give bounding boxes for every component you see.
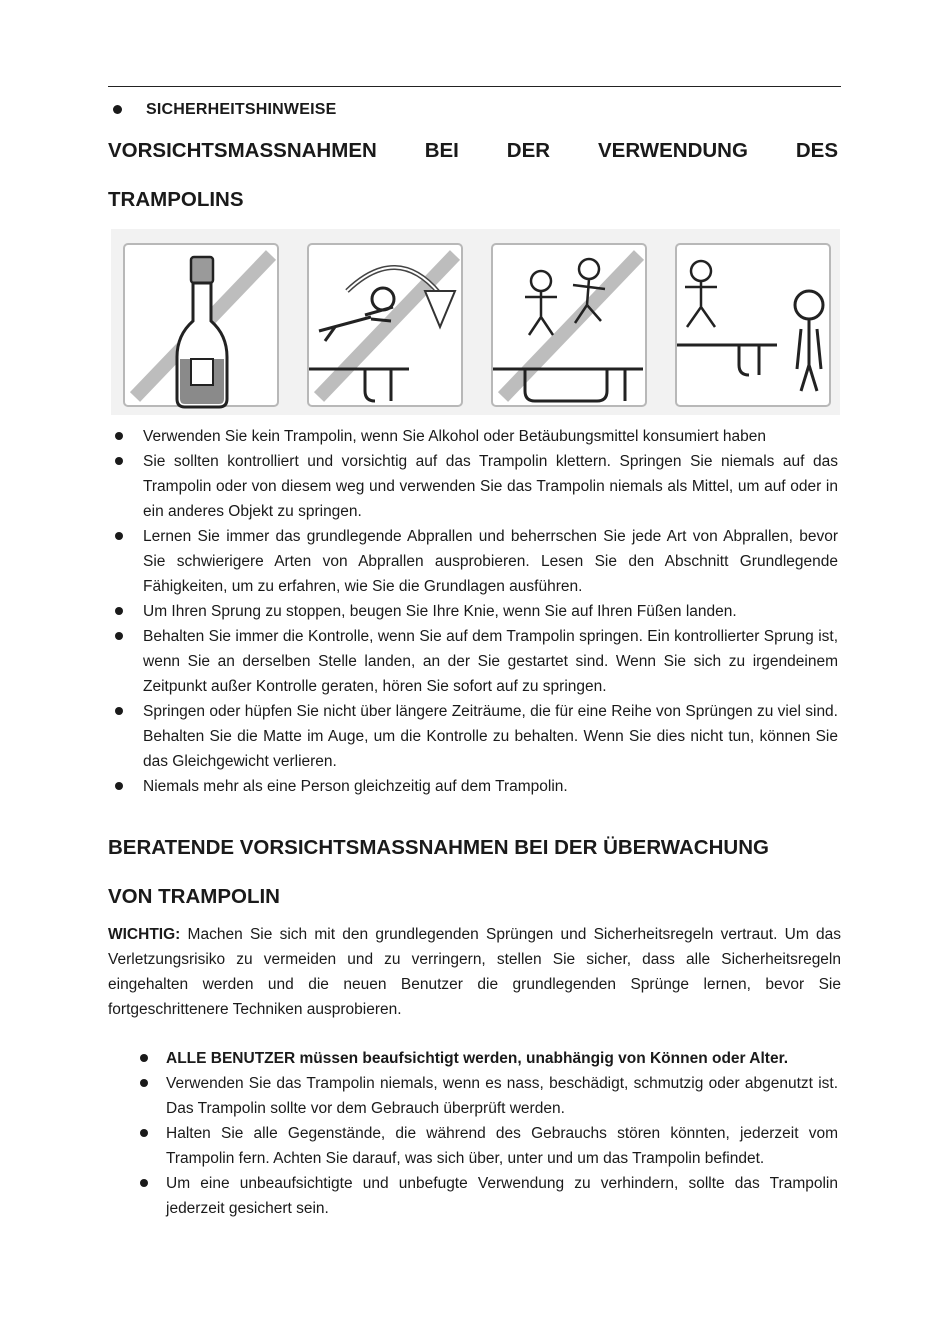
list-item: Verwenden Sie das Trampolin niemals, wenn es nass, beschädigt, schmutzig oder abgenutzt ist. Das Trampolin sollte vor dem Gebrauch überprüft werden.: [166, 1071, 838, 1121]
top-divider: [108, 86, 841, 87]
no-alcohol-icon: [121, 241, 281, 409]
list-item: Springen oder hüpfen Sie nicht über längere Zeiträume, die für eine Reihe von Sprüngen zu viel sind. Behalten Sie die Matte im Auge, um die Kontrolle zu behalten. Wenn Sie dies nicht tun, können Sie das Gleichgewicht verlieren.: [143, 699, 838, 774]
section-label-text: SICHERHEITSHINWEISE: [146, 101, 337, 118]
important-text: Machen Sie sich mit den grundlegenden Sprüngen und Sicherheitsregeln vertraut. Um das Verletzungsrisiko zu vermeiden und zu verringern, stellen Sie sicher, dass alle Sicherheitsregeln eingehalten werden und die neuen Benutzer die grundlegenden Sprünge lernen, bevor Sie fortgeschrittenere Techniken ausprobieren.: [108, 926, 841, 1018]
one-person-only-icon: [489, 241, 649, 409]
section-label: [108, 101, 337, 119]
list-item: Sie sollten kontrolliert und vorsichtig auf das Trampolin klettern. Springen Sie niemals auf das Trampolin oder von diesem weg und verwenden Sie das Trampolin niemals als Mittel, um auf oder in ein anderes Objekt zu springen.: [143, 449, 838, 524]
list-item: Um Ihren Sprung zu stoppen, beugen Sie Ihre Knie, wenn Sie auf Ihren Füßen landen.: [143, 599, 838, 624]
no-flip-icon: [305, 241, 465, 409]
safety-pictograms: [111, 229, 840, 415]
important-label: WICHTIG:: [108, 926, 181, 943]
bullet-dot: [113, 105, 122, 114]
list-item: Niemals mehr als eine Person gleichzeitig auf dem Trampolin.: [143, 774, 838, 799]
list-item: Halten Sie alle Gegenstände, die während des Gebrauchs stören könnten, jederzeit vom Trampolin fern. Achten Sie darauf, was sich über, unter und um das Trampolin befindet.: [166, 1121, 838, 1171]
list-item: Verwenden Sie kein Trampolin, wenn Sie Alkohol oder Betäubungsmittel konsumiert haben: [143, 424, 838, 449]
heading-1-line-2: TRAMPOLINS: [108, 188, 244, 211]
list-item: Behalten Sie immer die Kontrolle, wenn Sie auf dem Trampolin springen. Ein kontrollierter Sprung ist, wenn Sie an derselben Stelle landen, an der Sie gestartet sind. Wenn Sie sich zu irgendeinem Zeitpunkt außer Kontrolle geraten, hören Sie sofort auf zu springen.: [143, 624, 838, 699]
supervision-icon: [673, 241, 833, 409]
heading-1-line-1: VORSICHTSMASSNAHMEN BEI DER VERWENDUNG DES: [108, 139, 838, 162]
list-item: ALLE BENUTZER müssen beaufsichtigt werden, unabhängig von Können oder Alter.: [166, 1046, 838, 1071]
supervision-list: [166, 1046, 838, 1221]
list-item: Lernen Sie immer das grundlegende Abprallen und beherrschen Sie jede Art von Abprallen, bevor Sie schwierigere Arten von Abprallen ausprobieren. Lesen Sie den Abschnitt Grundlegende Fähigkeiten, um zu erfahren, wie Sie die Grundlagen ausführen.: [143, 524, 838, 599]
heading-2-line-1: BERATENDE VORSICHTSMASSNAHMEN BEI DER ÜBERWACHUNG: [108, 836, 769, 859]
list-item: Um eine unbeaufsichtigte und unbefugte Verwendung zu verhindern, sollte das Trampolin jederzeit gesichert sein.: [166, 1171, 838, 1221]
heading-2-line-2: VON TRAMPOLIN: [108, 885, 280, 908]
safety-list: [143, 424, 838, 799]
important-paragraph: [108, 922, 841, 1022]
